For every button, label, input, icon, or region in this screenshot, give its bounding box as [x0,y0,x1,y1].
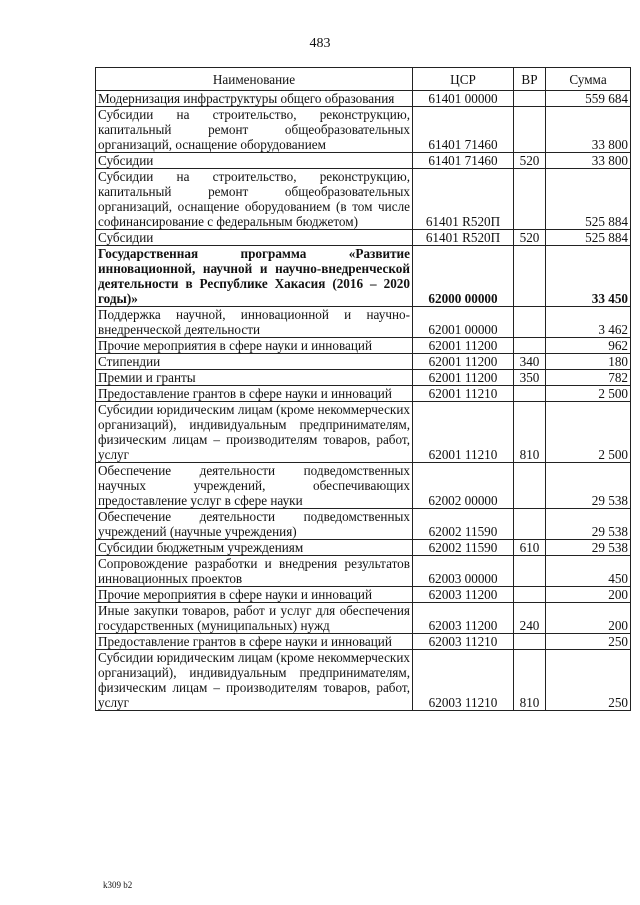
cell-sum: 33 450 [546,246,631,307]
table-row [96,246,631,307]
cell-vr [514,634,546,650]
cell-vr [514,587,546,603]
cell-sum: 525 884 [546,169,631,230]
cell-csr: 62001 00000 [413,307,514,338]
cell-sum: 525 884 [546,230,631,246]
cell-sum: 782 [546,370,631,386]
header-vr: ВР [514,68,546,91]
cell-vr [514,169,546,230]
cell-csr: 62002 11590 [413,540,514,556]
cell-name: Субсидии на строительство, реконструкцию, капитальный ремонт общеобразовательных организаций, оснащение оборудованием [96,107,413,153]
table-row [96,402,631,463]
cell-csr: 62002 11590 [413,509,514,540]
cell-name: Обеспечение деятельности подведомственных учреждений (научные учреждения) [96,509,413,540]
cell-sum: 180 [546,354,631,370]
cell-csr: 61401 R520П [413,169,514,230]
cell-vr [514,386,546,402]
cell-csr: 61401 00000 [413,91,514,107]
cell-name: Сопровождение разработки и внедрения результатов инновационных проектов [96,556,413,587]
cell-csr: 62001 11210 [413,402,514,463]
cell-vr [514,107,546,153]
cell-csr: 61401 71460 [413,153,514,169]
table-row [96,587,631,603]
cell-name: Субсидии на строительство, реконструкцию, капитальный ремонт общеобразовательных организаций, оснащение оборудованием (в том числе софинансирование с федеральным бюджетом) [96,169,413,230]
cell-csr: 62001 11200 [413,370,514,386]
table-row [96,354,631,370]
cell-vr: 520 [514,230,546,246]
table-row [96,338,631,354]
cell-csr: 62001 11200 [413,338,514,354]
table-row [96,556,631,587]
cell-vr: 240 [514,603,546,634]
cell-name: Субсидии бюджетным учреждениям [96,540,413,556]
cell-vr [514,307,546,338]
footer-code: k309 b2 [103,880,133,890]
cell-vr [514,91,546,107]
table-row [96,540,631,556]
cell-csr: 61401 R520П [413,230,514,246]
cell-vr: 520 [514,153,546,169]
table-row [96,370,631,386]
cell-vr: 340 [514,354,546,370]
table-row [96,509,631,540]
header-sum: Сумма [546,68,631,91]
cell-sum: 29 538 [546,540,631,556]
budget-table [95,67,631,711]
table-row [96,153,631,169]
cell-sum: 2 500 [546,386,631,402]
cell-sum: 29 538 [546,463,631,509]
cell-vr: 810 [514,650,546,711]
cell-csr: 62003 11210 [413,634,514,650]
cell-csr: 61401 71460 [413,107,514,153]
cell-vr [514,338,546,354]
cell-sum: 962 [546,338,631,354]
table-row [96,650,631,711]
header-csr: ЦСР [413,68,514,91]
cell-sum: 200 [546,603,631,634]
table-row [96,91,631,107]
cell-name: Субсидии юридическим лицам (кроме некоммерческих организаций), индивидуальным предпринимателям, физическим лицам – производителям товаров, работ, услуг [96,402,413,463]
cell-csr: 62003 11210 [413,650,514,711]
cell-name: Субсидии юридическим лицам (кроме некоммерческих организаций), индивидуальным предпринимателям, физическим лицам – производителям товаров, работ, услуг [96,650,413,711]
cell-vr [514,463,546,509]
cell-sum: 250 [546,650,631,711]
cell-sum: 3 462 [546,307,631,338]
cell-csr: 62003 11200 [413,603,514,634]
cell-sum: 250 [546,634,631,650]
table-row [96,107,631,153]
cell-name: Поддержка научной, инновационной и научно-внедренческой деятельности [96,307,413,338]
cell-name: Модернизация инфраструктуры общего образования [96,91,413,107]
header-name: Наименование [96,68,413,91]
cell-vr [514,556,546,587]
cell-name: Премии и гранты [96,370,413,386]
cell-name: Предоставление грантов в сфере науки и инноваций [96,386,413,402]
table-row [96,386,631,402]
cell-sum: 559 684 [546,91,631,107]
table-row [96,307,631,338]
page-number: 483 [309,36,331,51]
cell-vr [514,509,546,540]
cell-name: Прочие мероприятия в сфере науки и инноваций [96,338,413,354]
cell-sum: 29 538 [546,509,631,540]
cell-name: Субсидии [96,153,413,169]
cell-name: Субсидии [96,230,413,246]
table-row [96,603,631,634]
cell-sum: 450 [546,556,631,587]
table-header-row [96,68,631,91]
cell-csr: 62002 00000 [413,463,514,509]
cell-name: Предоставление грантов в сфере науки и инноваций [96,634,413,650]
table-row [96,634,631,650]
cell-sum: 200 [546,587,631,603]
cell-csr: 62000 00000 [413,246,514,307]
cell-name: Обеспечение деятельности подведомственных научных учреждений, обеспечивающих предоставление услуг в сфере науки [96,463,413,509]
cell-vr: 350 [514,370,546,386]
cell-name: Стипендии [96,354,413,370]
cell-csr: 62001 11200 [413,354,514,370]
cell-sum: 33 800 [546,107,631,153]
table-body [96,91,631,711]
cell-vr: 610 [514,540,546,556]
cell-csr: 62003 00000 [413,556,514,587]
cell-vr [514,246,546,307]
cell-name: Прочие мероприятия в сфере науки и инноваций [96,587,413,603]
cell-vr: 810 [514,402,546,463]
cell-csr: 62001 11210 [413,386,514,402]
cell-name: Государственная программа «Развитие инновационной, научной и научно-внедренческой деятельности в Республике Хакасия (2016 – 2020 годы)» [96,246,413,307]
table-row [96,463,631,509]
cell-csr: 62003 11200 [413,587,514,603]
cell-sum: 33 800 [546,153,631,169]
table-row [96,169,631,230]
cell-sum: 2 500 [546,402,631,463]
cell-name: Иные закупки товаров, работ и услуг для обеспечения государственных (муниципальных) нужд [96,603,413,634]
table-row [96,230,631,246]
